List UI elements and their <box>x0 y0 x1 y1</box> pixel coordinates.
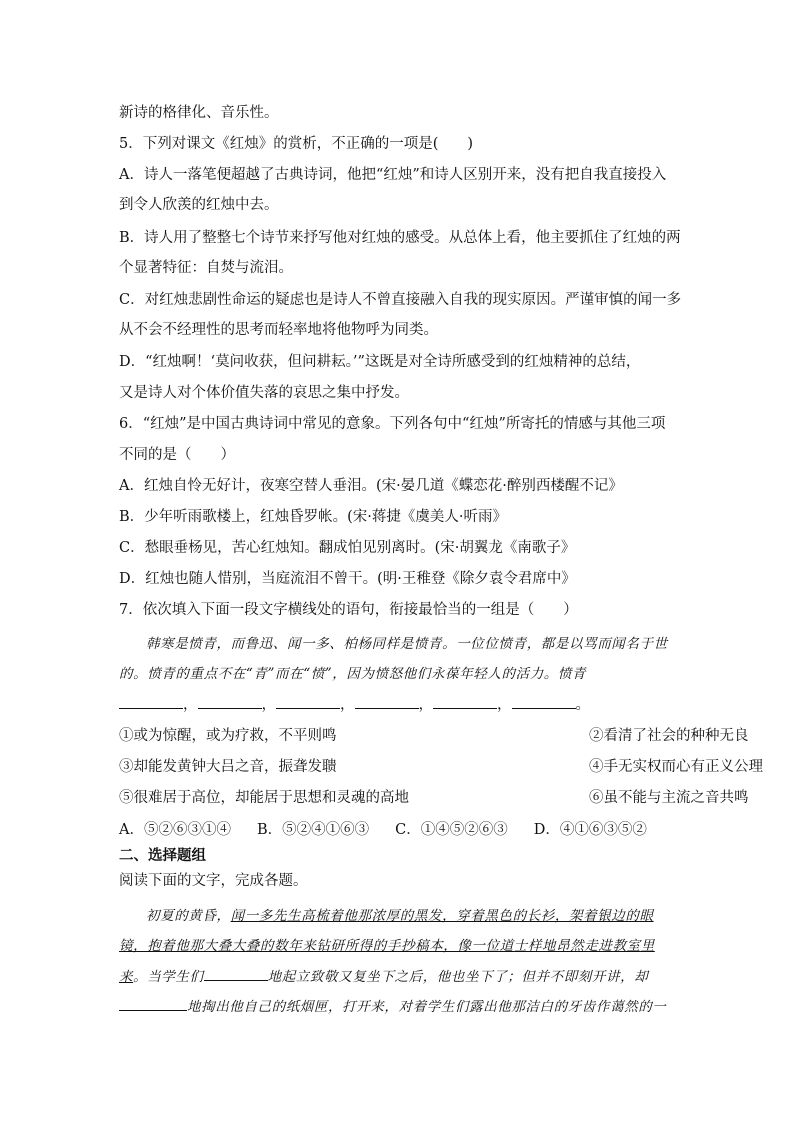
q6-option-b: B．少年听雨歌楼上，红烛昏罗帐。(宋·蒋捷《虞美人·听雨》 <box>119 509 508 525</box>
q7-choices-row3: ⑤很难居于高位，却能居于思想和灵魂的高地 ⑥虽不能与主流之音共鸣 <box>119 790 749 806</box>
q7-passage-line1: 韩寒是愤青，而鲁迅、闻一多、柏杨同样是愤青。一位位愤青，都是以骂而闻名于世 <box>146 636 668 652</box>
q7-option-a: A．⑤②⑥③①④ <box>119 822 231 838</box>
blank <box>276 694 340 709</box>
question-7-stem: 7．依次填入下面一段文字横线处的语句，衔接最恰当的一组是（ ） <box>119 602 578 618</box>
q7-option-c: C．①④⑤②⑥③ <box>395 822 508 838</box>
q7-blank-line: ， ， ， ， ， 。 <box>119 694 590 715</box>
q5-option-b-line1: B．诗人用了整整七个诗节来抒写他对红烛的感受。从总体上看，他主要抓住了红烛的两 <box>119 230 681 246</box>
blank <box>198 694 262 709</box>
question-6-stem-line1: 6．“红烛”是中国古典诗词中常见的意象。下列各句中“红烛”所寄托的情感与其他三项 <box>119 416 666 432</box>
q5-option-d-line2: 又是诗人对个体价值失落的哀思之集中抒发。 <box>119 385 409 401</box>
q7-option-b: B．⑤②④①⑥③ <box>256 822 370 838</box>
question-6-stem-line2: 不同的是（ ） <box>119 447 235 463</box>
q5-option-a-line1: A．诗人一落笔便超越了古典诗词，他把“红烛”和诗人区别开来，没有把自我直接投入 <box>119 167 667 183</box>
q6-option-a: A．红烛自怜无好计，夜寒空替人垂泪。(宋·晏几道《蝶恋花·醉别西楼醒不记》 <box>119 478 623 494</box>
passage-line3: 来。当学生们 地起立致敬又复坐下之后，他也坐下了；但并不即刻开讲，却 <box>119 966 648 987</box>
blank <box>204 966 268 981</box>
q6-option-d: D．红烛也随人惜别，当庭流泪不曾干。(明·王稚登《除夕袁令君席中》 <box>119 571 576 587</box>
q7-option-d: D．④①⑥③⑤② <box>533 822 647 838</box>
q5-option-b-line2: 个显著特征：自焚与流泪。 <box>119 260 293 276</box>
q7-answer-options <box>119 820 673 840</box>
q7-choices-row2: ③却能发黄钟大吕之音，振聋发聩 ④手无实权而心有正义公理 <box>119 759 763 775</box>
text-line: 新诗的格律化、音乐性。 <box>119 105 279 121</box>
passage-line2: 镜，抱着他那大叠大叠的数年来钻研所得的手抄稿本，像一位道士样地昂然走进教室里 <box>119 938 655 954</box>
q7-choices-row1: ①或为惊醒，或为疗救，不平则鸣 ②看清了社会的种种无良 <box>119 728 749 744</box>
section-heading: 二、选择题组 <box>119 847 206 864</box>
blank <box>119 996 187 1011</box>
q5-option-d-line1: D．“红烛啊！‘莫问收获，但问耕耘。’”这既是对全诗所感受到的红烛精神的总结， <box>119 354 641 370</box>
passage-line1: 初夏的黄昏，闻一多先生高梳着他那浓厚的黑发，穿着黑色的长衫，架着银边的眼 <box>146 908 654 924</box>
q6-option-c: C．愁眼垂杨见，苦心红烛知。翻成怕见别离时。(宋·胡翼龙《南歌子》 <box>119 540 576 556</box>
blank <box>355 694 419 709</box>
passage-line4: 地掏出他自己的纸烟匣，打开来，对着学生们露出他那洁白的牙齿作蔼然的一 <box>119 996 666 1017</box>
blank <box>433 694 497 709</box>
blank <box>119 694 183 709</box>
question-5-stem: 5．下列对课文《红烛》的赏析，不正确的一项是( ) <box>119 136 474 152</box>
q5-option-a-line2: 到令人欣羡的红烛中去。 <box>119 197 279 213</box>
q7-passage-line2: 的。愤青的重点不在“青”而在“愤”，因为愤怒他们永葆年轻人的活力。愤青 <box>119 666 587 682</box>
q5-option-c-line2: 从不会不经理性的思考而轻率地将他物呼为同类。 <box>119 322 438 338</box>
blank <box>512 694 576 709</box>
q5-option-c-line1: C．对红烛悲剧性命运的疑虑也是诗人不曾直接融入自我的现实原因。严谨审慎的闻一多 <box>119 292 682 308</box>
section-instruction: 阅读下面的文字，完成各题。 <box>119 873 308 889</box>
